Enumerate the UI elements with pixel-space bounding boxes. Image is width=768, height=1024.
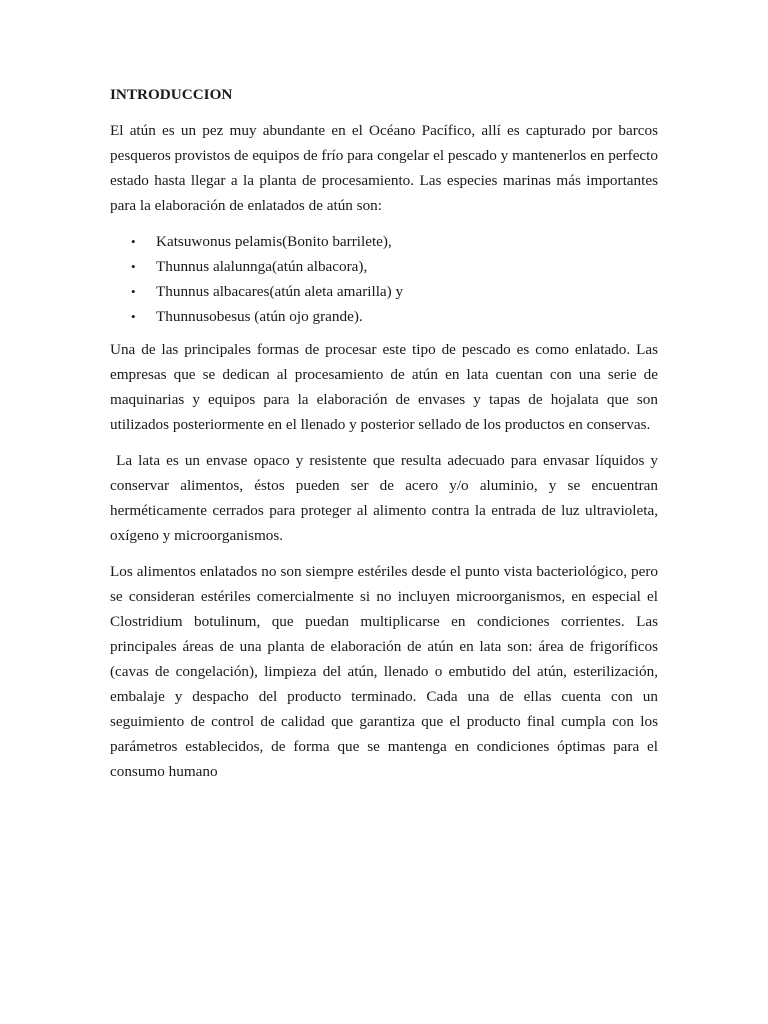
bullet-icon: •	[131, 284, 136, 299]
list-item-text: Thunnus alalunnga(atún albacora),	[156, 258, 368, 275]
sterility-paragraph: Los alimentos enlatados no son siempre estériles desde el punto vista bacteriológico, pero se consideran estériles comercialmente si no incluyen microorganismos, en especial el Clostridium botulinum, que puedan multiplicarse en condiciones corrientes. Las principales áreas de una planta de elaboración de atún en lata son: área de frigoríficos (cavas de congelación), limpieza del atún, llenado o embutido del atún, esterilización, embalaje y despacho del producto terminado. Cada una de ellas cuenta con un seguimiento de control de calidad que garantiza que el producto final cumpla con los parámetros establecidos, de forma que se mantenga en condiciones óptimas para el consumo humano	[110, 563, 658, 780]
list-item	[110, 254, 658, 279]
document-page	[110, 82, 662, 795]
list-item-text: Katsuwonus pelamis(Bonito barrilete),	[156, 233, 392, 250]
species-list	[110, 229, 658, 329]
section-heading: INTRODUCCION	[110, 86, 233, 103]
bullet-icon: •	[131, 309, 136, 324]
bullet-icon: •	[131, 234, 136, 249]
list-item-text: Thunnusobesus (atún ojo grande).	[156, 308, 363, 325]
canning-paragraph: Una de las principales formas de procesar este tipo de pescado es como enlatado. Las empresas que se dedican al procesamiento de atún en lata cuentan con una serie de maquinarias y equipos para la elaboración de envases y tapas de hojalata que son utilizados posteriormente en el llenado y posterior sellado de los productos en conservas.	[110, 341, 658, 433]
list-item	[110, 304, 658, 329]
can-description-paragraph: La lata es un envase opaco y resistente que resulta adecuado para envasar líquidos y conservar alimentos, éstos pueden ser de acero y/o aluminio, y se encuentran herméticamente cerrados para proteger al alimento contra la entrada de luz ultravioleta, oxígeno y microorganismos.	[110, 452, 662, 544]
bullet-icon: •	[131, 259, 136, 274]
list-item	[110, 279, 658, 304]
intro-paragraph: El atún es un pez muy abundante en el Océano Pacífico, allí es capturado por barcos pesqueros provistos de equipos de frío para congelar el pescado y mantenerlos en perfecto estado hasta llegar a la planta de procesamiento. Las especies marinas más importantes para la elaboración de enlatados de atún son:	[110, 122, 658, 214]
list-item-text: Thunnus albacares(atún aleta amarilla) y	[156, 283, 404, 300]
list-item	[110, 229, 658, 254]
